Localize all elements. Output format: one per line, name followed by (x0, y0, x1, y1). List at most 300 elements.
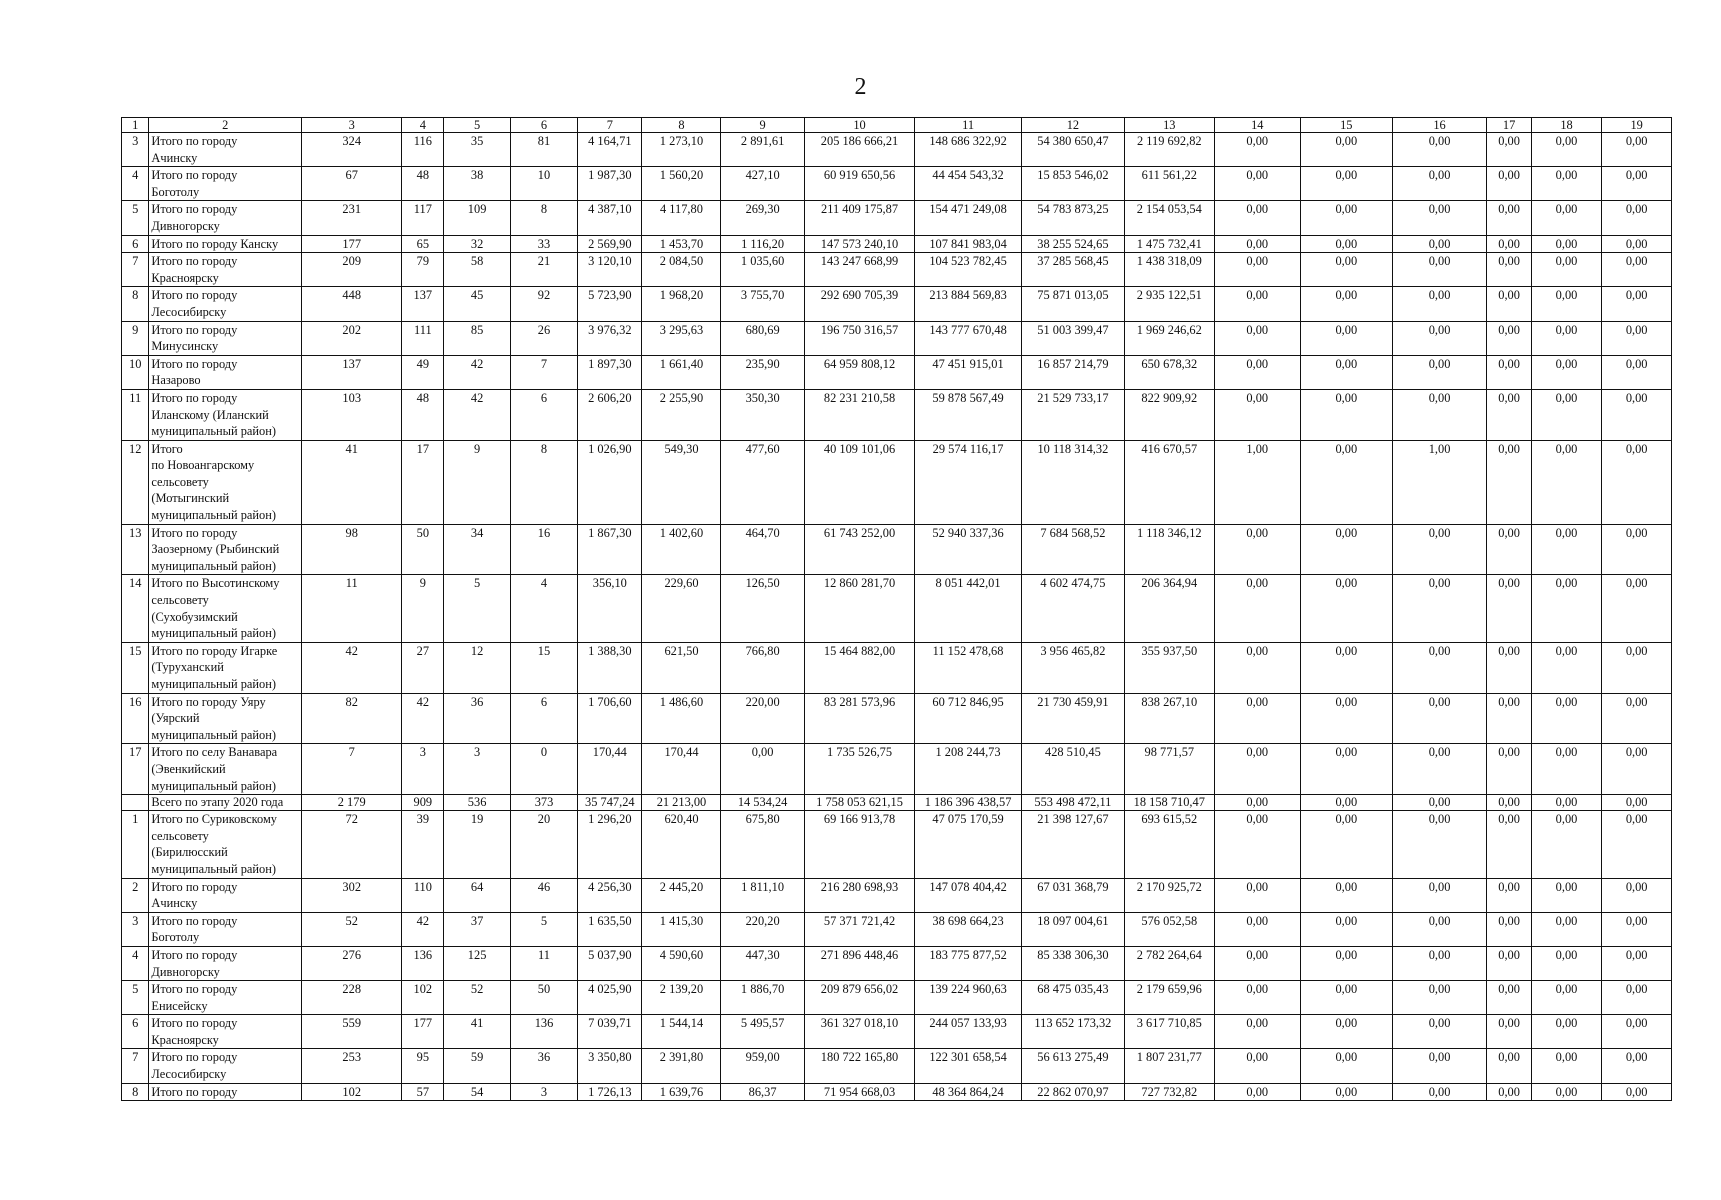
value-cell: 0,00 (1214, 389, 1300, 440)
value-cell: 9 (444, 440, 510, 524)
value-cell: 7 684 568,52 (1021, 524, 1124, 575)
value-cell: 4 164,71 (578, 133, 642, 167)
value-cell: 1 886,70 (721, 981, 804, 1015)
value-cell: 1 811,10 (721, 878, 804, 912)
value-cell: 0,00 (1300, 1083, 1392, 1101)
value-cell: 27 (402, 642, 444, 693)
header-cell: 17 (1487, 118, 1531, 133)
value-cell: 0,00 (1214, 524, 1300, 575)
value-cell: 98 (302, 524, 402, 575)
header-cell: 9 (721, 118, 804, 133)
value-cell: 0,00 (1531, 389, 1602, 440)
value-cell: 42 (402, 693, 444, 744)
row-name (149, 811, 302, 878)
value-cell: 1 388,30 (578, 642, 642, 693)
table-row (122, 253, 1672, 287)
value-cell: 147 078 404,42 (915, 878, 1021, 912)
value-cell: 95 (402, 1049, 444, 1083)
row-number: 10 (122, 355, 149, 389)
value-cell: 0,00 (1531, 1049, 1602, 1083)
value-cell: 79 (402, 253, 444, 287)
value-cell: 2 782 264,64 (1125, 946, 1215, 980)
row-number: 14 (122, 575, 149, 642)
value-cell: 231 (302, 201, 402, 235)
row-name (149, 795, 302, 811)
value-cell: 0,00 (1602, 878, 1672, 912)
value-cell: 0,00 (1487, 912, 1531, 946)
value-cell: 7 (302, 744, 402, 795)
value-cell: 0,00 (1531, 524, 1602, 575)
value-cell: 1 273,10 (642, 133, 721, 167)
value-cell: 0,00 (1602, 912, 1672, 946)
value-cell: 1 208 244,73 (915, 744, 1021, 795)
table-row (122, 1049, 1672, 1083)
value-cell: 54 380 650,47 (1021, 133, 1124, 167)
value-cell: 58 (444, 253, 510, 287)
value-cell: 64 959 808,12 (804, 355, 915, 389)
row-number: 8 (122, 287, 149, 321)
header-cell: 6 (510, 118, 577, 133)
value-cell: 0,00 (1214, 201, 1300, 235)
value-cell: 1 035,60 (721, 253, 804, 287)
value-cell: 0,00 (1531, 878, 1602, 912)
value-cell: 0,00 (1602, 811, 1672, 878)
value-cell: 766,80 (721, 642, 804, 693)
header-cell: 11 (915, 118, 1021, 133)
row-number: 2 (122, 878, 149, 912)
value-cell: 0,00 (1214, 1049, 1300, 1083)
value-cell: 0,00 (1300, 201, 1392, 235)
table-row (122, 795, 1672, 811)
value-cell: 0,00 (1392, 811, 1487, 878)
table-row (122, 693, 1672, 744)
value-cell: 0,00 (1300, 912, 1392, 946)
value-cell: 0 (510, 744, 577, 795)
value-cell: 42 (402, 912, 444, 946)
value-cell: 611 561,22 (1125, 167, 1215, 201)
value-cell: 675,80 (721, 811, 804, 878)
value-cell: 38 698 664,23 (915, 912, 1021, 946)
value-cell: 1 639,76 (642, 1083, 721, 1101)
value-cell: 52 940 337,36 (915, 524, 1021, 575)
row-number: 3 (122, 133, 149, 167)
value-cell: 0,00 (1602, 321, 1672, 355)
row-name-line: муниципальный район) (151, 727, 276, 742)
row-name (149, 389, 302, 440)
value-cell: 57 (402, 1083, 444, 1101)
value-cell: 136 (510, 1015, 577, 1049)
row-number: 16 (122, 693, 149, 744)
value-cell: 0,00 (1392, 389, 1487, 440)
row-name-line: Боготолу (151, 184, 200, 199)
table-row (122, 167, 1672, 201)
value-cell: 5 495,57 (721, 1015, 804, 1049)
value-cell: 5 723,90 (578, 287, 642, 321)
table-row (122, 355, 1672, 389)
value-cell: 727 732,82 (1125, 1083, 1215, 1101)
value-cell: 0,00 (1602, 1015, 1672, 1049)
value-cell: 92 (510, 287, 577, 321)
value-cell: 54 (444, 1083, 510, 1101)
value-cell: 170,44 (578, 744, 642, 795)
value-cell: 38 255 524,65 (1021, 235, 1124, 253)
table-row (122, 133, 1672, 167)
value-cell: 0,00 (1487, 981, 1531, 1015)
value-cell: 0,00 (1487, 201, 1531, 235)
value-cell: 50 (510, 981, 577, 1015)
value-cell: 69 166 913,78 (804, 811, 915, 878)
value-cell: 0,00 (1214, 575, 1300, 642)
value-cell: 0,00 (1531, 811, 1602, 878)
row-name-line: муниципальный район) (151, 861, 276, 876)
value-cell: 34 (444, 524, 510, 575)
value-cell: 838 267,10 (1125, 693, 1215, 744)
header-cell: 7 (578, 118, 642, 133)
value-cell: 209 (302, 253, 402, 287)
value-cell: 102 (402, 981, 444, 1015)
value-cell: 85 338 306,30 (1021, 946, 1124, 980)
value-cell: 361 327 018,10 (804, 1015, 915, 1049)
value-cell: 1 735 526,75 (804, 744, 915, 795)
value-cell: 33 (510, 235, 577, 253)
row-name-line: Итого по Высотинскому (151, 576, 280, 591)
value-cell: 109 (444, 201, 510, 235)
value-cell: 0,00 (1531, 912, 1602, 946)
value-cell: 0,00 (1300, 287, 1392, 321)
value-cell: 220,00 (721, 693, 804, 744)
value-cell: 6 (510, 389, 577, 440)
value-cell: 1,00 (1392, 440, 1487, 524)
value-cell: 52 (302, 912, 402, 946)
value-cell: 29 574 116,17 (915, 440, 1021, 524)
value-cell: 0,00 (1487, 693, 1531, 744)
value-cell: 116 (402, 133, 444, 167)
value-cell: 0,00 (1602, 693, 1672, 744)
table-row (122, 440, 1672, 524)
value-cell: 15 464 882,00 (804, 642, 915, 693)
value-cell: 0,00 (1531, 981, 1602, 1015)
value-cell: 0,00 (1214, 693, 1300, 744)
value-cell: 154 471 249,08 (915, 201, 1021, 235)
row-name (149, 355, 302, 389)
value-cell: 0,00 (1487, 287, 1531, 321)
value-cell: 0,00 (1300, 389, 1392, 440)
header-cell: 10 (804, 118, 915, 133)
value-cell: 229,60 (642, 575, 721, 642)
row-number: 9 (122, 321, 149, 355)
value-cell: 81 (510, 133, 577, 167)
row-name-line: Итого по городу (151, 356, 238, 371)
row-name-line: Итого по городу (151, 254, 238, 269)
value-cell: 41 (302, 440, 402, 524)
value-cell: 1 706,60 (578, 693, 642, 744)
value-cell: 59 878 567,49 (915, 389, 1021, 440)
row-name (149, 946, 302, 980)
value-cell: 0,00 (1602, 355, 1672, 389)
value-cell: 0,00 (1531, 201, 1602, 235)
value-cell: 196 750 316,57 (804, 321, 915, 355)
value-cell: 0,00 (1392, 201, 1487, 235)
row-name (149, 253, 302, 287)
value-cell: 125 (444, 946, 510, 980)
value-cell: 21 (510, 253, 577, 287)
row-name-line: Итого по городу Игарке (151, 643, 278, 658)
value-cell: 0,00 (1487, 167, 1531, 201)
value-cell: 3 956 465,82 (1021, 642, 1124, 693)
value-cell: 0,00 (1531, 287, 1602, 321)
value-cell: 0,00 (1214, 946, 1300, 980)
header-cell: 19 (1602, 118, 1672, 133)
value-cell: 959,00 (721, 1049, 804, 1083)
value-cell: 324 (302, 133, 402, 167)
header-cell: 15 (1300, 118, 1392, 133)
value-cell: 6 (510, 693, 577, 744)
value-cell: 0,00 (1300, 795, 1392, 811)
table-row (122, 744, 1672, 795)
table-row (122, 287, 1672, 321)
value-cell: 48 (402, 167, 444, 201)
value-cell: 2 569,90 (578, 235, 642, 253)
value-cell: 3 350,80 (578, 1049, 642, 1083)
value-cell: 52 (444, 981, 510, 1015)
header-cell: 4 (402, 118, 444, 133)
row-name-line: Дивногорску (151, 218, 220, 233)
value-cell: 37 (444, 912, 510, 946)
value-cell: 183 775 877,52 (915, 946, 1021, 980)
value-cell: 15 853 546,02 (1021, 167, 1124, 201)
value-cell: 356,10 (578, 575, 642, 642)
value-cell: 2 391,80 (642, 1049, 721, 1083)
value-cell: 909 (402, 795, 444, 811)
value-cell: 1 415,30 (642, 912, 721, 946)
row-name-line: (Эвенкийский (151, 761, 226, 776)
value-cell: 0,00 (1487, 878, 1531, 912)
value-cell: 38 (444, 167, 510, 201)
value-cell: 244 057 133,93 (915, 1015, 1021, 1049)
value-cell: 98 771,57 (1125, 744, 1215, 795)
value-cell: 0,00 (1487, 253, 1531, 287)
value-cell: 3 (510, 1083, 577, 1101)
value-cell: 22 862 070,97 (1021, 1083, 1124, 1101)
value-cell: 42 (302, 642, 402, 693)
value-cell: 0,00 (1531, 1083, 1602, 1101)
value-cell: 8 (510, 440, 577, 524)
value-cell: 1 402,60 (642, 524, 721, 575)
row-name (149, 575, 302, 642)
value-cell: 32 (444, 235, 510, 253)
value-cell: 60 712 846,95 (915, 693, 1021, 744)
row-name-line: Лесосибирску (151, 304, 227, 319)
value-cell: 0,00 (1214, 321, 1300, 355)
table-row (122, 1015, 1672, 1049)
value-cell: 0,00 (1392, 235, 1487, 253)
value-cell: 0,00 (1531, 1015, 1602, 1049)
value-cell: 235,90 (721, 355, 804, 389)
value-cell: 0,00 (1214, 253, 1300, 287)
value-cell: 0,00 (1392, 744, 1487, 795)
value-cell: 1 867,30 (578, 524, 642, 575)
value-cell: 276 (302, 946, 402, 980)
value-cell: 0,00 (1531, 440, 1602, 524)
value-cell: 7 (510, 355, 577, 389)
value-cell: 21 730 459,91 (1021, 693, 1124, 744)
value-cell: 559 (302, 1015, 402, 1049)
value-cell: 1 116,20 (721, 235, 804, 253)
value-cell: 0,00 (1300, 575, 1392, 642)
row-name (149, 1049, 302, 1083)
value-cell: 1 438 318,09 (1125, 253, 1215, 287)
value-cell: 0,00 (1602, 235, 1672, 253)
value-cell: 228 (302, 981, 402, 1015)
row-name (149, 693, 302, 744)
value-cell: 0,00 (1214, 235, 1300, 253)
value-cell: 0,00 (1487, 1049, 1531, 1083)
value-cell: 0,00 (1602, 167, 1672, 201)
value-cell: 0,00 (1300, 693, 1392, 744)
row-name-line: муниципальный район) (151, 558, 276, 573)
value-cell: 60 919 650,56 (804, 167, 915, 201)
value-cell: 0,00 (1300, 133, 1392, 167)
value-cell: 71 954 668,03 (804, 1083, 915, 1101)
table-row (122, 878, 1672, 912)
value-cell: 45 (444, 287, 510, 321)
value-cell: 5 (444, 575, 510, 642)
value-cell: 35 747,24 (578, 795, 642, 811)
value-cell: 10 118 314,32 (1021, 440, 1124, 524)
header-cell: 12 (1021, 118, 1124, 133)
value-cell: 1 807 231,77 (1125, 1049, 1215, 1083)
page-number: 2 (854, 74, 867, 100)
value-cell: 650 678,32 (1125, 355, 1215, 389)
value-cell: 427,10 (721, 167, 804, 201)
value-cell: 355 937,50 (1125, 642, 1215, 693)
value-cell: 37 285 568,45 (1021, 253, 1124, 287)
value-cell: 1 453,70 (642, 235, 721, 253)
value-cell: 1 726,13 (578, 1083, 642, 1101)
value-cell: 0,00 (1531, 253, 1602, 287)
row-name (149, 981, 302, 1015)
value-cell: 0,00 (1487, 355, 1531, 389)
value-cell: 220,20 (721, 912, 804, 946)
value-cell: 14 534,24 (721, 795, 804, 811)
value-cell: 0,00 (1392, 321, 1487, 355)
value-cell: 205 186 666,21 (804, 133, 915, 167)
value-cell: 0,00 (1300, 167, 1392, 201)
value-cell: 0,00 (1214, 287, 1300, 321)
value-cell: 82 231 210,58 (804, 389, 915, 440)
row-name-line: Красноярску (151, 1032, 219, 1047)
value-cell: 1 296,20 (578, 811, 642, 878)
value-cell: 143 247 668,99 (804, 253, 915, 287)
value-cell: 11 (302, 575, 402, 642)
value-cell: 54 783 873,25 (1021, 201, 1124, 235)
row-number: 13 (122, 524, 149, 575)
value-cell: 0,00 (1214, 355, 1300, 389)
value-cell: 0,00 (1531, 575, 1602, 642)
value-cell: 0,00 (1214, 744, 1300, 795)
value-cell: 177 (402, 1015, 444, 1049)
value-cell: 170,44 (642, 744, 721, 795)
value-cell: 0,00 (1602, 133, 1672, 167)
value-cell: 0,00 (1602, 744, 1672, 795)
value-cell: 148 686 322,92 (915, 133, 1021, 167)
value-cell: 0,00 (1531, 744, 1602, 795)
value-cell: 7 039,71 (578, 1015, 642, 1049)
value-cell: 21 213,00 (642, 795, 721, 811)
row-number: 11 (122, 389, 149, 440)
value-cell: 350,30 (721, 389, 804, 440)
value-cell: 4 590,60 (642, 946, 721, 980)
value-cell: 0,00 (1300, 946, 1392, 980)
row-name-line: Итого по городу Уяру (151, 694, 266, 709)
value-cell: 2 445,20 (642, 878, 721, 912)
row-name-line: Итого по городу (151, 1050, 238, 1065)
value-cell: 2 891,61 (721, 133, 804, 167)
value-cell: 0,00 (1300, 811, 1392, 878)
value-cell: 147 573 240,10 (804, 235, 915, 253)
table-row (122, 524, 1672, 575)
row-name (149, 912, 302, 946)
value-cell: 448 (302, 287, 402, 321)
row-name-line: Красноярску (151, 270, 219, 285)
value-cell: 2 084,50 (642, 253, 721, 287)
value-cell: 44 454 543,32 (915, 167, 1021, 201)
value-cell: 4 256,30 (578, 878, 642, 912)
row-name-line: муниципальный район) (151, 424, 276, 439)
value-cell: 0,00 (1214, 642, 1300, 693)
value-cell: 0,00 (1214, 1015, 1300, 1049)
value-cell: 2 606,20 (578, 389, 642, 440)
row-name (149, 440, 302, 524)
value-cell: 110 (402, 878, 444, 912)
value-cell: 0,00 (1392, 912, 1487, 946)
row-name-line: Назарово (151, 373, 201, 388)
value-cell: 2 179 (302, 795, 402, 811)
value-cell: 0,00 (1531, 167, 1602, 201)
value-cell: 5 037,90 (578, 946, 642, 980)
row-name-line: (Сухобузимский (151, 609, 238, 624)
value-cell: 373 (510, 795, 577, 811)
table-row (122, 811, 1672, 878)
value-cell: 15 (510, 642, 577, 693)
row-number: 3 (122, 912, 149, 946)
value-cell: 0,00 (1487, 440, 1531, 524)
value-cell: 1,00 (1214, 440, 1300, 524)
value-cell: 122 301 658,54 (915, 1049, 1021, 1083)
value-cell: 0,00 (1487, 811, 1531, 878)
value-cell: 0,00 (1602, 524, 1672, 575)
header-cell: 3 (302, 118, 402, 133)
value-cell: 2 179 659,96 (1125, 981, 1215, 1015)
row-name-line: Боготолу (151, 930, 200, 945)
value-cell: 3 976,32 (578, 321, 642, 355)
value-cell: 0,00 (1300, 642, 1392, 693)
value-cell: 553 498 472,11 (1021, 795, 1124, 811)
value-cell: 0,00 (1300, 878, 1392, 912)
value-cell: 67 031 368,79 (1021, 878, 1124, 912)
value-cell: 56 613 275,49 (1021, 1049, 1124, 1083)
value-cell: 0,00 (1392, 981, 1487, 1015)
row-name (149, 642, 302, 693)
row-number (122, 795, 149, 811)
value-cell: 0,00 (1602, 981, 1672, 1015)
value-cell: 0,00 (1300, 524, 1392, 575)
value-cell: 57 371 721,42 (804, 912, 915, 946)
row-name-line: Итого по городу (151, 288, 238, 303)
value-cell: 18 158 710,47 (1125, 795, 1215, 811)
row-name-line: муниципальный район) (151, 626, 276, 641)
value-cell: 12 (444, 642, 510, 693)
